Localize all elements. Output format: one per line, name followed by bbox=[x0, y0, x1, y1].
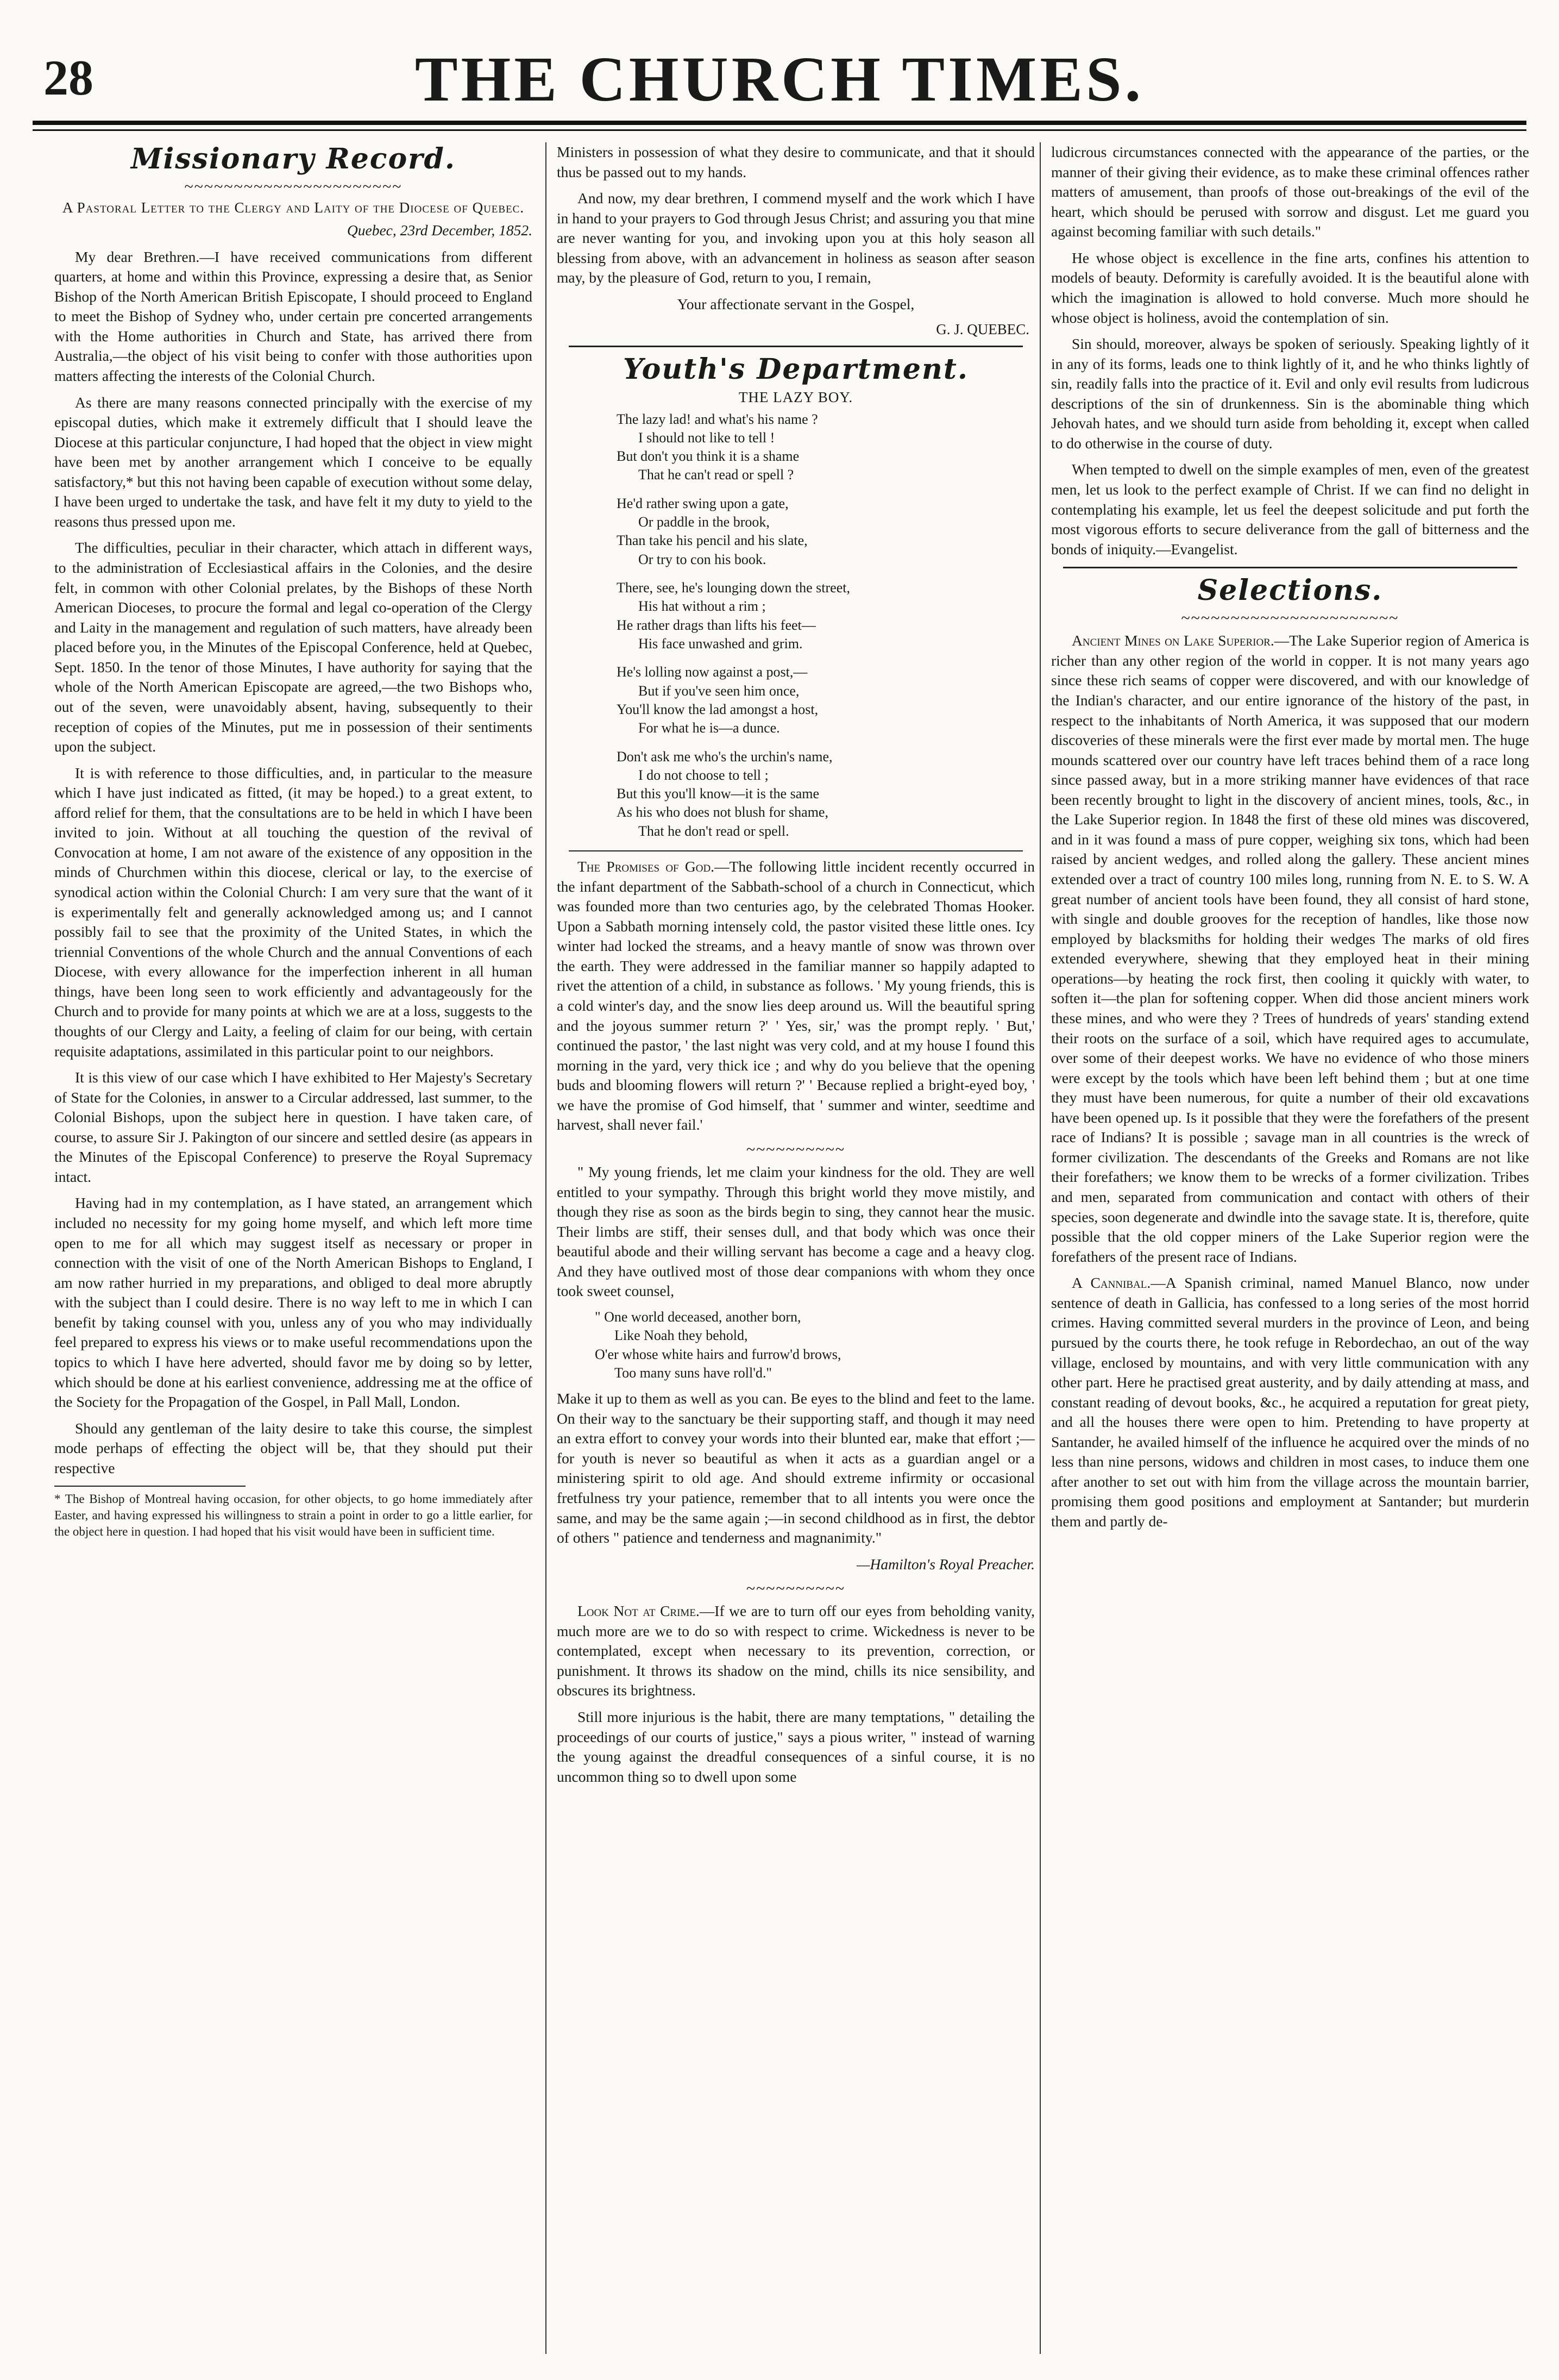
article-look-not-at-crime bbox=[557, 1601, 1035, 1701]
poem-line: Or try to con his book. bbox=[638, 551, 766, 567]
quote-line: Like Noah they behold, bbox=[614, 1327, 748, 1344]
attribution: —Hamilton's Royal Preacher. bbox=[857, 1555, 1035, 1573]
poem-line: His hat without a rim ; bbox=[638, 598, 766, 615]
paragraph: As there are many reasons connected principally with the exercise of my episcopal duties, which make it extremely difficult that I should leave the Diocese at this particular conjuncture, I had hoped that the object in view might have been met by another arrangement which I conceive to be equally satisfactory,* but this not having been capable of execution without some delay, I have been urged to undertake the task, and have felt it my duty to yield to the reasons thus pressed upon me. bbox=[54, 393, 532, 530]
verse-quote bbox=[595, 1308, 1035, 1382]
column-3 bbox=[1051, 142, 1529, 2359]
poem-line: But if you've seen him once, bbox=[638, 682, 800, 699]
column-divider bbox=[545, 142, 546, 2354]
column-divider bbox=[1040, 142, 1041, 2354]
poem-stanza bbox=[617, 748, 1035, 841]
paragraph: Ministers in possession of what they desire to communicate, and that it should thus be passed out to my hands. bbox=[557, 143, 1035, 180]
section-heading-missionary-record: Missionary Record. bbox=[130, 142, 456, 176]
column-2 bbox=[557, 142, 1035, 2359]
poem-stanza bbox=[617, 410, 1035, 485]
divider-rule bbox=[569, 850, 1023, 851]
poem-line: His face unwashed and grim. bbox=[638, 635, 803, 652]
poem-line: For what he is—a dunce. bbox=[638, 720, 780, 736]
signature: G. J. QUEBEC. bbox=[936, 321, 1029, 337]
newspaper-title: THE CHURCH TIMES. bbox=[414, 43, 1145, 115]
quote-line: Too many suns have roll'd." bbox=[614, 1364, 772, 1381]
section-heading-youths-department: Youth's Department. bbox=[623, 352, 969, 386]
article-text: —The following little incident recently occurred in the infant department of the Sabbath-school of a church in Connecticut, which was founded more than two centuries ago, by the celebrated Thomas Hooker. Upon a Sabbath morning intensely cold, the pastor visited these little ones. Icy winter had locked the streams, and a heavy mantle of snow was thrown over the earth. They were addressed in the familiar manner so happily adapted to rivet the attention of a child, in substance as follows. ' My young friends, this is a cold winter's day, and the snow lies deep around us. Will the beautiful spring and the joyous summer return ?' ' Yes, sir,' was the prompt reply. ' But,' continued the pastor, ' the last night was very cold, and at my house I found this morning in the yard, very thick ice ; and why do you believe that the opening buds and blooming flowers will return ?' ' Because replied a bright-eyed boy, ' we have the promise of God himself, that ' summer and winter, seedtime and harvest, shall never fail.' bbox=[557, 858, 1035, 1133]
poem-line: But don't you think it is a shame bbox=[617, 448, 800, 465]
article-heading: A Pastoral Letter to the Clergy and Laity of the Diocese of Quebec. bbox=[62, 199, 525, 216]
paragraph: And now, my dear brethren, I commend myself and the work which I have in hand to your prayers to God through Jesus Christ; and assuring you that mine are never wanting for you, and invoking upon you at this holy season all blessing from above, with an advancement in holiness as season after season may, by the pleasure of God, return to you, I remain, bbox=[557, 190, 1035, 286]
poem-line: He's lolling now against a post,— bbox=[617, 664, 808, 680]
article-promises-of-god bbox=[557, 857, 1035, 1135]
paragraph: Having had in my contemplation, as I have stated, an arrangement which included no necessity for my going home myself, and which left more time open to me for all which may suggest itself as necessary or proper in connection with the visit of one of the North American Bishops to England, I am now rather hurried in my preparations, and obliged to deal more abruptly with the subject than I could desire. There is no way left to me in which I can benefit by taking counsel with you, unless any of you who may individually feel prepared to express his views or to make useful recommendations upon the topics to which I have here adverted, should favor me by doing so by letter, which should be done at his earliest convenience, addressing me at the office of the Society for the Propagation of the Gospel, in Pall Mall, London. bbox=[54, 1194, 532, 1411]
divider-rule bbox=[1063, 567, 1517, 568]
poem-line: But this you'll know—it is the same bbox=[617, 786, 820, 802]
quote-line: O'er whose white hairs and furrow'd brows, bbox=[595, 1346, 841, 1362]
article-text: —A Spanish criminal, named Manuel Blanco, now under sentence of death in Gallicia, has confessed to a long series of the most horrid crimes. Having committed several murders in the province of Leon, and being pursued by the courts there, he took refuge in Rebordechao, an out of the way village, enclosed by mountains, and with very little communication with any other part. Here he practised great austerity, and by daily attending at mass, and constant reading of devout books, &c., he acquired a reputation for great piety, and all the houses there were open to him. Pretending to have property at Santander, he availed himself of the influence he acquired over the minds of no less than nine persons, widows and children in most cases, to induce them one after another to set out with him from the village across the mountain barrier, promising them good positions and employment at Santander; but murderin them and partly de- bbox=[1051, 1274, 1529, 1530]
article-lead: A Cannibal. bbox=[1072, 1274, 1151, 1292]
section-heading-selections: Selections. bbox=[1197, 574, 1383, 607]
poem-line: That he can't read or spell ? bbox=[638, 467, 794, 483]
poem-stanza bbox=[617, 579, 1035, 653]
paragraph: Make it up to them as well as you can. Be eyes to the blind and feet to the lame. On their way to the sanctuary be their supporting staff, and though it may need an extra effort to convey your words into their blunted ear, make that effort ;—for youth is never so beautiful as when it acts as a guardian angel or a ministering spirit to old age. And should extreme infirmity or occasional fretfulness try your patience, remember that to all intents you were once the same, and may be the same again ;—in second childhood as in first, the debtor of others " patience and tenderness and magnanimity." bbox=[557, 1390, 1035, 1546]
dateline: Quebec, 23rd December, 1852. bbox=[347, 222, 532, 239]
poem bbox=[617, 410, 1035, 841]
poem-stanza bbox=[617, 663, 1035, 737]
ornamental-divider: ~~~~~~~~~~ bbox=[746, 1580, 846, 1598]
footnote-rule bbox=[54, 1486, 246, 1487]
paragraph: Should any gentleman of the laity desire to take this course, the simplest mode perhaps of effecting the object will be, that they should put their respective bbox=[54, 1419, 532, 1476]
article-text: —If we are to turn off our eyes from beholding vanity, much more are we to do so with respect to crime. Wickedness is never to be contemplated, except when necessary to its prevention, correction, or punishment. It throws its shadow on the mind, chills its nice sensibility, and obscures its brightness. bbox=[557, 1602, 1035, 1699]
poem-line: He'd rather swing upon a gate, bbox=[617, 495, 789, 511]
poem-line: You'll know the lad amongst a host, bbox=[617, 701, 819, 717]
poem-line: There, see, he's lounging down the street, bbox=[617, 580, 850, 596]
article-lead: The Promises of God. bbox=[577, 858, 715, 875]
poem-line: The lazy lad! and what's his name ? bbox=[617, 411, 818, 427]
ornamental-divider: ~~~~~~~~~~~~~~~~~~~~~~ bbox=[1181, 609, 1399, 628]
paragraph: " My young friends, let me claim your kindness for the old. They are well entitled to your sympathy. Through this bright world they move mistily, and though they rise as soon as the birds begin to sing, they cannot hear the music. Their limbs are stiff, their senses dull, and that body which was once their beautiful abode and their willing servant has become a cage and a heavy clog. And they have outlived most of those dear companions with whom they once took sweet counsel, bbox=[557, 1163, 1035, 1300]
article-text: —The Lake Superior region of America is richer than any other region of the world in copper. It is not many years ago since these rich seams of copper were discovered, and with our knowledge of the Indian's character, and our entire ignorance of the history of the past, in respect to the inhabitants of North America, it was supposed that our modern discoveries of these minerals were the first ever made by mortal men. The huge mounds scattered over our country have left traces behind them of a race long since passed away, but in a more striking manner have evidences of that race been recently brought to light in the discovery of ancient mines, tools, &c., in the Lake Superior region. In 1848 the first of these old mines was discovered, and in it was found a mass of pure copper, weighing six tons, which had been raised by ancient wedges, and rolled along the gallery. These ancient mines extended over a tract of country 100 miles long, running from N. E. to S. W. A great number of ancient tools have been found, they all consist of hard stone, with single and double grooves for the reception of handles, like those now employed by blacksmiths for holding their wedges The marks of old fires extended everywhere, shewing that they employed heat in their mining operations—by heating the rock first, then cooling it quickly with water, to soften it—the plan for softening copper. When did those ancient miners work these mines, and who were they ? Trees of hundreds of years' standing extend their roots on the surface of a soil, which have required ages to accumulate, over some of their deepest works. We have no evidence of who those miners were except by the tools which have been left behind them ; but at one time they must have been numerous, for quite a number of their old excavations have been opened up. Is it possible that they were the forefathers of the present race of Indians? It is possible ; savage man in all countries is the wreck of former civilization. The descendants of the Greeks and Romans are not like their forefathers; we know them to be wrecks of a former civilization. Tribes and men, separated from communication and contact with others of their species, soon degenerate and dwindle into the savage state. It is, therefore, quite possible that the old copper miners of the Lake Superior region were the forefathers of the present race of Indians. bbox=[1051, 632, 1529, 1265]
poem-line: Than take his pencil and his slate, bbox=[617, 533, 808, 549]
divider-rule bbox=[569, 346, 1023, 347]
poem-line: I should not like to tell ! bbox=[638, 429, 775, 446]
footnote: * The Bishop of Montreal having occasion, for other objects, to go home immediately after Easter, and having expressed his willingness to strain a point in order to go a little earlier, for the object here in question. I had hoped that his visit would have been in sufficient time. bbox=[54, 1492, 532, 1539]
column-1 bbox=[54, 142, 532, 2359]
paragraph: Sin should, moreover, always be spoken of seriously. Speaking lightly of it in any of its forms, leads one to think lightly of it, and he who thinks lightly of sin, readily falls into the practice of it. Evil and only evil results from ludicrous descriptions of the sin of drunkenness. Sin is the abominable thing which Jehovah hates, and we should turn aside from beholding it, except when called to do otherwise in the course of duty. bbox=[1051, 335, 1529, 452]
article-a-cannibal bbox=[1051, 1273, 1529, 1531]
masthead-rule-thick bbox=[33, 121, 1526, 125]
quote-line: " One world deceased, another born, bbox=[595, 1308, 801, 1325]
paragraph: When tempted to dwell on the simple examples of men, even of the greatest men, let us look to the perfect example of Christ. If we can find no delight in contemplating his example, let us feel the deepest solicitude and put forth the most vigorous efforts to secure deliverance from the gall of bitterness and the bonds of iniquity.—Evangelist. bbox=[1051, 461, 1529, 558]
paragraph: My dear Brethren.—I have received communications from different quarters, at home and within this Province, expressing a desire that, as Senior Bishop of the North American British Episcopate, I should proceed to England to meet the Bishop of Sydney who, under certain pre concerted arrangements with the Home authorities in Church and State, has arrived there from Australia,—the object of his visit being to confer with those authorities upon matters affecting the interests of the Colonial Church. bbox=[54, 248, 532, 384]
poem-line: Or paddle in the brook, bbox=[638, 514, 770, 530]
ornamental-divider: ~~~~~~~~~~~~~~~~~~~~~~ bbox=[184, 178, 403, 196]
valediction: Your affectionate servant in the Gospel, bbox=[677, 295, 915, 312]
poem-line: That he don't read or spell. bbox=[638, 823, 789, 839]
poem-line: Don't ask me who's the urchin's name, bbox=[617, 748, 833, 765]
ornamental-divider: ~~~~~~~~~~ bbox=[746, 1140, 846, 1158]
paragraph: ludicrous circumstances connected with the appearance of the parties, or the manner of their giving their evidence, as to make these criminal offences rather matters of amusement, than proofs of those out-breakings of the evil of the heart, which should be perused with sorrow and disgust. Let me guard you against becoming familiar with such details." bbox=[1051, 143, 1529, 240]
poem-stanza bbox=[617, 494, 1035, 569]
article-lead: Ancient Mines on Lake Superior. bbox=[1072, 632, 1274, 649]
poem-line: I do not choose to tell ; bbox=[638, 767, 769, 783]
page-number: 28 bbox=[43, 50, 93, 105]
poem-title: THE LAZY BOY. bbox=[738, 389, 853, 405]
masthead bbox=[33, 27, 1526, 120]
article-ancient-mines bbox=[1051, 631, 1529, 1267]
masthead-rule-thin bbox=[33, 129, 1526, 131]
paragraph: Still more injurious is the habit, there are many temptations, " detailing the proceedings of our courts of justice," says a pious writer, " instead of warning the young against the dreadful consequences of a sinful course, it is no uncommon thing so to dwell upon some bbox=[557, 1708, 1035, 1785]
paragraph: He whose object is excellence in the fine arts, confines his attention to models of beauty. Deformity is carefully avoided. It is the beautiful alone with which the imagination is allowed to hold converse. Much more should he whose object is holiness, avoid the contemplation of sin. bbox=[1051, 249, 1529, 326]
poem-line: He rather drags than lifts his feet— bbox=[617, 617, 816, 633]
paragraph: It is this view of our case which I have exhibited to Her Majesty's Secretary of State for the Colonies, in answer to a Circular addressed, last summer, to the Colonial Bishops, upon the subject here in question. I have taken care, of course, to assure Sir J. Pakington of our sincere and settled desire (as appears in the Minutes of the Episcopal Conference) to preserve the Royal Supremacy intact. bbox=[54, 1069, 532, 1185]
poem-line: As his who does not blush for shame, bbox=[617, 804, 828, 821]
paragraph: It is with reference to those difficulties, and, in particular to the measure which I have just indicated as fitted, (it may be hoped.) to a great extent, to afford relief for them, that the consultations are to be held in which I have been invited to join. Without at all touching the question of the revival of Convocation at home, I am not aware of the existence of any opposition in the minds of Churchmen within this diocese, clerical or lay, to the exercise of synodical action within the Colonial Church: I am very sure that the want of it is experimentally felt and generally acknowledged among us; and I cannot possibly fail to see that the proximity of the United States, in which the triennial Conventions of the whole Church and the annual Conventions of each Diocese, with every allowance for the imperfection inherent in all human things, have been long seen to work efficiently and advantageously for the Church and to provide for many points at which we are at a loss, suggests to the thoughts of our Clergy and Laity, a feeling of claim for our being, with certain requisite adaptations, assimilated in this particular point to our neighbors. bbox=[54, 764, 532, 1060]
paragraph: The difficulties, peculiar in their character, which attach in different ways, to the administration of Ecclesiastical affairs in the Colonies, and the desire felt, in common with other Colonial prelates, by the Bishops of these North American Dioceses, to procure the formal and legal co-operation of the Clergy and Laity in the management and regulation of such matters, have already been placed before you, in the Minutes of the Episcopal Conference, held at Quebec, Sept. 1850. In the tenor of those Minutes, I have authority for saying that the whole of the North American Episcopate are agreed,—the two Bishops who, out of the seven, were unavoidably absent, having, subsequently to their reception of copies of the Minutes, put me in possession of their sentiments upon the subject. bbox=[54, 539, 532, 755]
article-lead: Look Not at Crime. bbox=[577, 1602, 700, 1620]
